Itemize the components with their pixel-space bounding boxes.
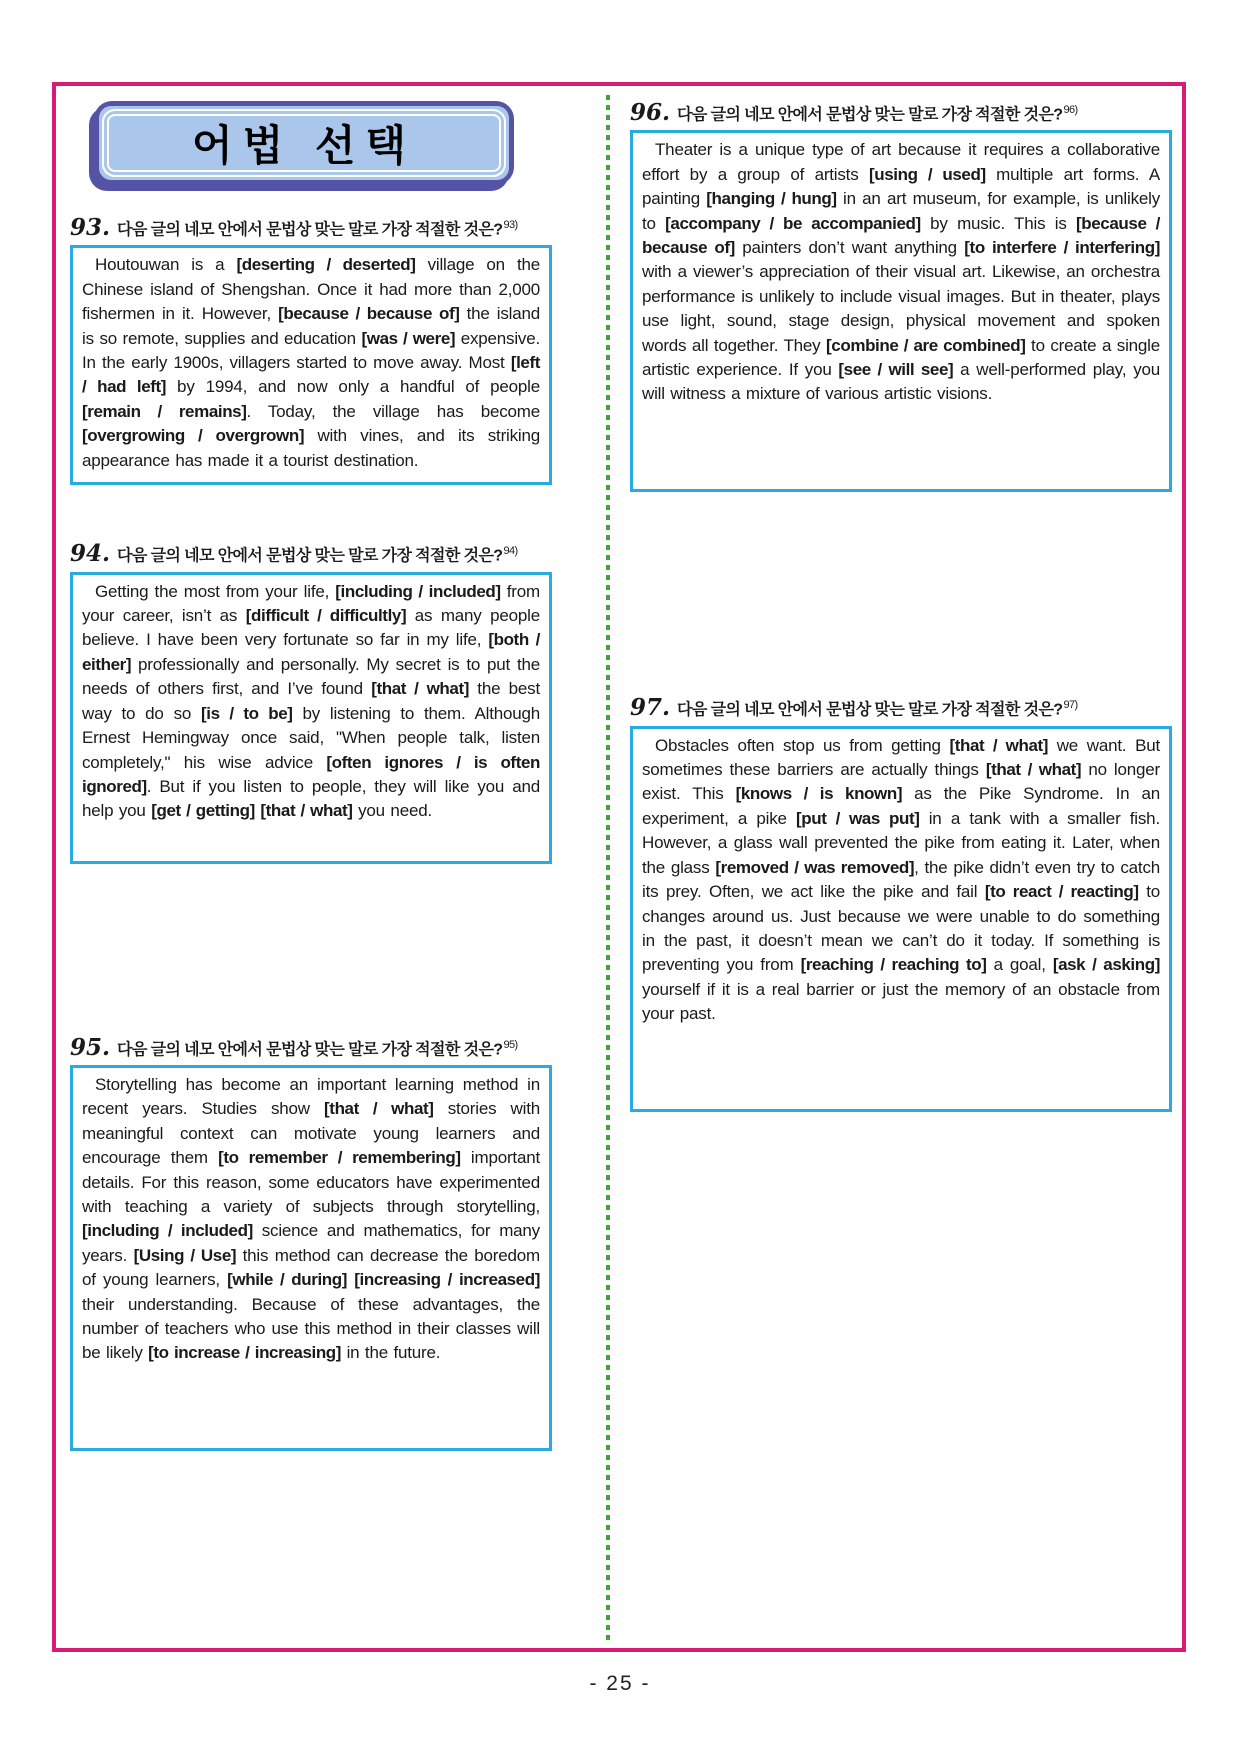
question-95 [70,1033,552,1451]
question-ref: 95) [503,1038,518,1051]
page-title: 어법 선택 [192,122,416,169]
passage-box-97 [630,726,1172,1112]
passage-box-96 [630,130,1172,492]
passage-box-93 [70,245,552,485]
question-number: 97. [630,694,671,722]
question-96-header [630,101,1172,125]
question-prompt-text: 다음 글의 네모 안에서 문법상 맞는 말로 가장 적절한 것은? [117,547,503,565]
passage-box-94 [70,572,552,864]
question-number: 95. [70,1033,111,1061]
passage-text-96: Theater is a unique type of art because it requires a collaborative effort by a group of artists [using / used] multiple art forms. A painting [hanging / hung] in an art museum, for example, is unlikely to [accompany / be accompanied] by music. This is [because / because of] painters don’t want anything [to interfere / interfering] with a viewer’s appreciation of their visual art. Likewise, an orchestra performance is unlikely to include visual images. But in theater, plays use light, sound, stage design, physical movement and spoken words all together. They [combine / are combined] to create a single artistic experience. If you [see / will see] a well-performed play, you will witness a mixture of various artistic visions. [642,140,1161,404]
question-number: 93. [70,214,111,241]
passage-text-94: Getting the most from your life, [including / included] from your career, isn’t as [difficult / difficultly] as many people believe. I have been very fortunate so far in my life, [both / either] professionally and personally. My secret is to put the needs of others first, and I’ve found [that / what] the best way to do so [is / to be] by listening to them. Although Ernest Hemingway once said, "When people talk, listen completely," his wise advice [often ignores / is often ignored]. But if you listen to people, they will like you and help you [get / getting] [that / what] you need. [82,581,540,821]
question-95-header [70,1033,552,1061]
question-ref: 97) [1063,699,1078,712]
question-prompt-text: 다음 글의 네모 안에서 문법상 맞는 말로 가장 적절한 것은? [117,221,503,239]
question-prompt [677,101,1078,125]
passage-text-97: Obstacles often stop us from getting [that / what] we want. But sometimes these barriers are actually things [that / what] no longer exist. This [knows / is known] as the Pike Syndrome. In an experiment, a pike [put / was put] in a tank with a smaller fish. However, a glass wall prevented the pike from eating it. Later, when the glass [removed / was removed], the pike didn’t even try to catch its prey. Often, we act like the pike and fail [to react / reacting] to changes around us. Just because we were unable to do something in the past, it doesn’t mean we can’t do it today. If something is preventing you from [reaching / reaching to] a goal, [ask / asking] yourself if it is a real barrier or just the memory of an obstacle from your past. [642,735,1160,1024]
question-ref: 93) [503,219,518,231]
question-ref: 94) [503,545,518,558]
column-divider [606,95,610,1640]
question-prompt-text: 다음 글의 네모 안에서 문법상 맞는 말로 가장 적절한 것은? [677,701,1063,719]
question-94-header [70,542,552,566]
question-93-header [70,216,552,240]
passage-text-93: Houtouwan is a [deserting / deserted] village on the Chinese island of Shengshan. Once it had more than 2,000 fishermen in it. However, [because / because of] the island is so remote, supplies and education [was / were] expensive. In the early 1900s, villagers started to move away. Most [left / had left] by 1994, and now only a handful of people [remain / remains]. Today, the village has become [overgrowing / overgrown] with vines, and its striking appearance has made it a tourist destination. [82,255,541,470]
right-column [630,95,1172,1112]
question-96 [630,101,1172,492]
header-badge [94,101,514,185]
question-prompt [677,696,1078,720]
question-prompt [117,1036,518,1060]
left-column [70,95,552,1451]
header-badge-mid [99,106,509,180]
question-97-header [630,696,1172,720]
passage-text-95: Storytelling has become an important learning method in recent years. Studies show [that / what] stories with meaningful context can motivate young learners and encourage them [to remember / remembering] important details. For this reason, some educators have experimented with teaching a variety of subjects through storytelling, [including / included] science and mathematics, for many years. [Using / Use] this method can decrease the boredom of young learners, [while / during] [increasing / increased] their understanding. Because of these advantages, the number of teachers who use this method in their classes will be likely [to increase / increasing] in the future. [82,1074,540,1363]
question-prompt [117,216,518,240]
question-ref: 96) [1063,104,1078,116]
question-prompt [117,542,518,566]
question-93 [70,216,552,485]
header-badge-core [107,114,501,172]
question-number: 94. [70,540,111,568]
question-prompt-text: 다음 글의 네모 안에서 문법상 맞는 말로 가장 적절한 것은? [677,106,1063,124]
question-number: 96. [630,99,671,126]
question-97 [630,696,1172,1111]
page-number: - 25 - [589,1672,651,1695]
passage-box-95 [70,1065,552,1451]
question-94 [70,542,552,863]
question-prompt-text: 다음 글의 네모 안에서 문법상 맞는 말로 가장 적절한 것은? [117,1040,503,1058]
